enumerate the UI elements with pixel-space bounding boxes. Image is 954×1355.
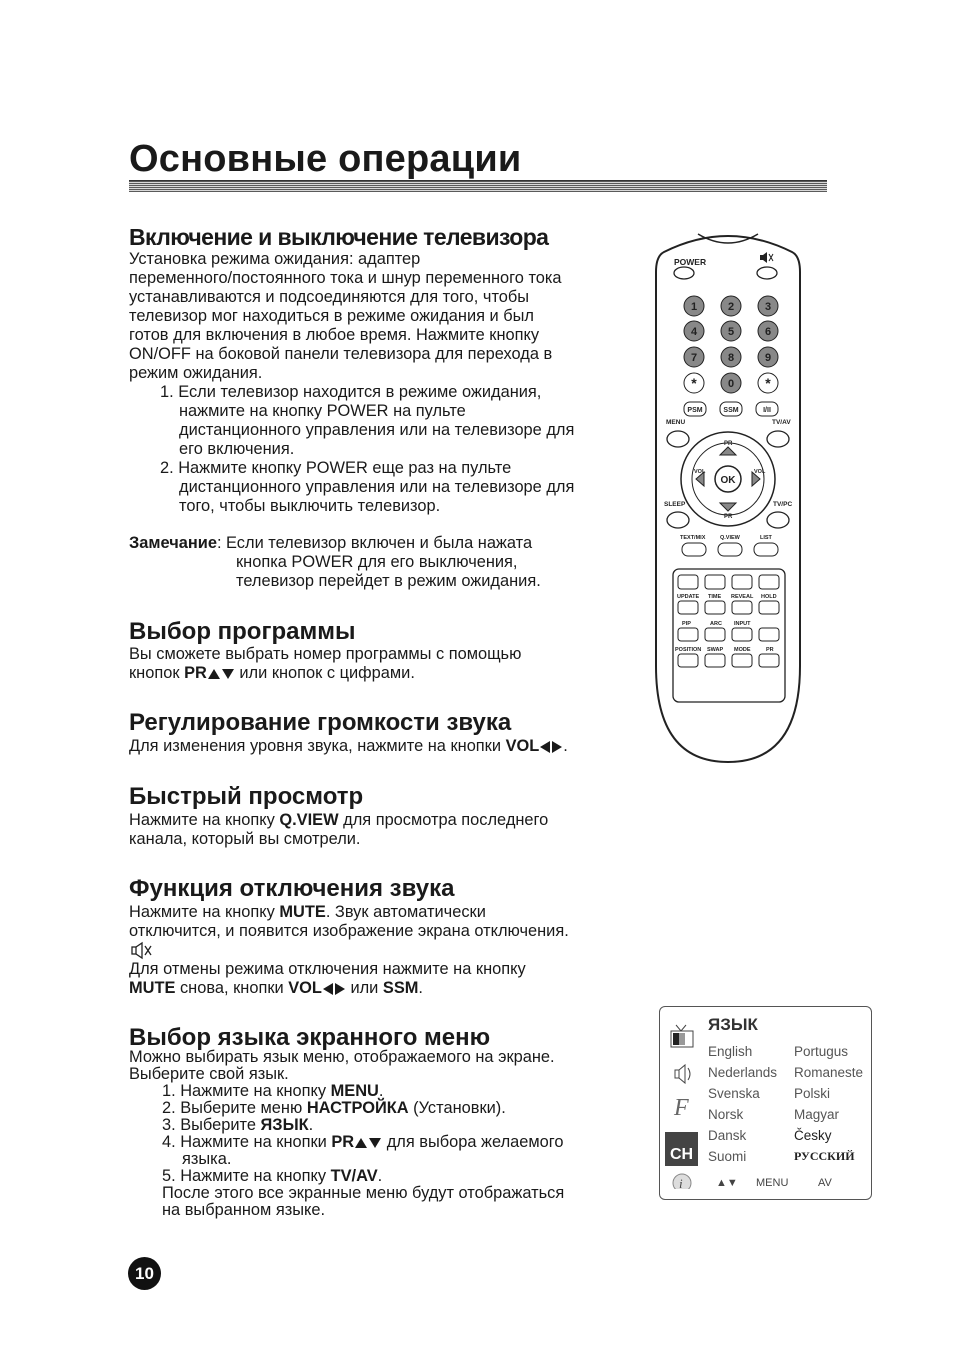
svg-text:SWAP: SWAP: [707, 647, 724, 653]
svg-text:TV/AV: TV/AV: [772, 419, 791, 426]
svg-text:F: F: [674, 1095, 689, 1121]
page-title: Основные операции: [129, 138, 522, 180]
section-heading-power: Включение и выключение телевизора: [129, 224, 549, 250]
svg-text:MENU: MENU: [666, 419, 686, 426]
svg-text:VOL: VOL: [694, 469, 706, 475]
power-intro: Установка режима ожидания: адаптер переменного/постоянного тока и шнур переменного тока устанавливаются и подсоединяются для того, чтобы телевизор мог находиться в режиме ожидания и был готов для включения в любое время. Нажмите кнопку ON/OFF на боковой панели телевизора для перехода в режим ожидания. 1. Если телевизор находится в режиме ожидания, нажмите на кнопку POWER на пульте дистанционного управления или на телевизоре для его включения. 2. Нажмите кнопку POWER еще раз на пульте дистанционного управления или на телевизоре для того, чтобы выключить телевизор.: [129, 250, 575, 515]
svg-text:TEXT/MIX: TEXT/MIX: [680, 535, 706, 541]
pr-up-icon: [355, 1138, 367, 1148]
picture-icon: [671, 1025, 693, 1047]
remote-control-illustration: [654, 226, 802, 764]
osd-updown-icon: ▲▼: [716, 1177, 738, 1189]
language-option[interactable]: Dansk: [708, 1128, 747, 1143]
svg-text:VOL: VOL: [754, 469, 766, 475]
svg-text:6: 6: [764, 326, 772, 338]
svg-text:PR: PR: [766, 647, 774, 653]
svg-text:CH: CH: [670, 1146, 694, 1163]
language-option[interactable]: Portugus: [794, 1044, 849, 1059]
svg-text:5: 5: [727, 326, 735, 338]
svg-text:PSM: PSM: [687, 407, 703, 414]
svg-text:INPUT: INPUT: [734, 621, 751, 627]
svg-text:SSM: SSM: [723, 407, 739, 414]
svg-text:POSITION: POSITION: [675, 647, 702, 653]
language-option[interactable]: English: [708, 1044, 753, 1059]
section-heading-language: Выбор языка экранного меню: [129, 1024, 491, 1051]
svg-text:TV/PC: TV/PC: [773, 501, 793, 508]
svg-text:I/II: I/II: [763, 407, 771, 414]
svg-text:4: 4: [690, 326, 698, 338]
osd-language-list-left: [708, 1041, 777, 1167]
svg-text:2: 2: [727, 301, 735, 313]
osd-language-list-right: [794, 1041, 863, 1167]
quickview-text: Нажмите на кнопку Q.VIEW для просмотра последнего канала, который вы смотрели.: [129, 811, 549, 848]
svg-text:PIP: PIP: [682, 621, 691, 627]
svg-text:8: 8: [727, 352, 735, 364]
language-option[interactable]: РУССКИЙ: [794, 1149, 855, 1163]
sound-icon: [675, 1065, 690, 1083]
osd-menu-hint: MENU: [756, 1177, 789, 1189]
svg-text:7: 7: [690, 352, 698, 364]
mute-icon: [129, 941, 155, 960]
info-icon: [673, 1174, 691, 1189]
program-text: Вы сможете выбрать номер программы с помощью кнопок PR или кнопок с цифрами.: [129, 645, 522, 682]
svg-text:REVEAL: REVEAL: [731, 594, 754, 600]
page-number: 10: [128, 1257, 161, 1290]
pr-up-icon: [208, 669, 220, 679]
svg-text:PR: PR: [724, 441, 733, 447]
svg-text:TIME: TIME: [708, 594, 722, 600]
osd-title: ЯЗЫК: [708, 1015, 758, 1034]
svg-text:3: 3: [764, 301, 772, 313]
svg-text:0: 0: [727, 378, 735, 390]
vol-left-icon: [323, 983, 333, 995]
section-heading-volume: Регулирование громкости звука: [129, 709, 512, 736]
language-option[interactable]: Magyar: [794, 1107, 840, 1122]
section-heading-program: Выбор программы: [129, 618, 356, 645]
language-text: Можно выбирать язык меню, отображаемого на экране. Выберите свой язык. 1. Нажмите на кнопку MENU. 2. Выберите меню НАСТРОЙКА (Установки). 3. Выберите ЯЗЫК. 4. Нажмите на кнопки PR для выбора желаемого языка. 5. Нажмите на кнопку TV/AV. После этого все экранные меню будут отображаться на выбранном языке.: [129, 1048, 565, 1219]
language-option[interactable]: Svenska: [708, 1086, 760, 1101]
language-option[interactable]: Romaneste: [794, 1065, 864, 1080]
svg-text:ARC: ARC: [710, 621, 722, 627]
svg-text:POWER: POWER: [674, 257, 707, 267]
svg-text:1: 1: [690, 301, 698, 313]
function-icon: [673, 1095, 689, 1121]
mute-text: Нажмите на кнопку MUTE. Звук автоматически отключится, и появится изображение экрана отключения. Для отмены режима отключения нажмите на кнопку MUTE снова, кнопки VOL или SSM.: [129, 903, 569, 997]
osd-language-menu: [659, 1006, 872, 1200]
channel-icon: [665, 1132, 698, 1166]
svg-text:Q.VIEW: Q.VIEW: [720, 535, 740, 541]
svg-text:MODE: MODE: [734, 647, 751, 653]
svg-text:LIST: LIST: [760, 535, 772, 541]
svg-text:*: *: [765, 375, 771, 391]
osd-menu-icons: [664, 1019, 698, 1189]
pr-down-icon: [222, 669, 234, 679]
volume-text: Для изменения уровня звука, нажмите на кнопки VOL .: [129, 737, 568, 755]
language-option[interactable]: Nederlands: [708, 1065, 778, 1080]
svg-text:*: *: [691, 375, 697, 391]
language-option[interactable]: Polski: [794, 1086, 831, 1101]
svg-text:SLEEP: SLEEP: [664, 501, 686, 508]
osd-av-hint: AV: [818, 1177, 832, 1189]
power-note: Замечание: Если телевизор включен и была нажата кнопка POWER для его выключения, телевизор перейдет в режим ожидания.: [129, 534, 541, 590]
vol-left-icon: [540, 741, 550, 753]
svg-text:OK: OK: [720, 475, 736, 486]
svg-text:i: i: [679, 1176, 683, 1189]
section-heading-quickview: Быстрый просмотр: [129, 783, 364, 810]
title-rule: [129, 180, 827, 192]
svg-text:UPDATE: UPDATE: [677, 594, 700, 600]
language-option[interactable]: Norsk: [708, 1107, 744, 1122]
vol-right-icon: [335, 983, 345, 995]
svg-text:HOLD: HOLD: [761, 594, 777, 600]
section-heading-mute: Функция отключения звука: [129, 875, 455, 902]
pr-down-icon: [369, 1138, 381, 1148]
language-option[interactable]: Suomi: [708, 1149, 747, 1164]
language-option[interactable]: Česky: [794, 1128, 832, 1143]
svg-text:PR: PR: [724, 514, 733, 520]
svg-text:9: 9: [764, 352, 772, 364]
osd-sidebar: [664, 1019, 698, 1194]
vol-right-icon: [552, 741, 562, 753]
